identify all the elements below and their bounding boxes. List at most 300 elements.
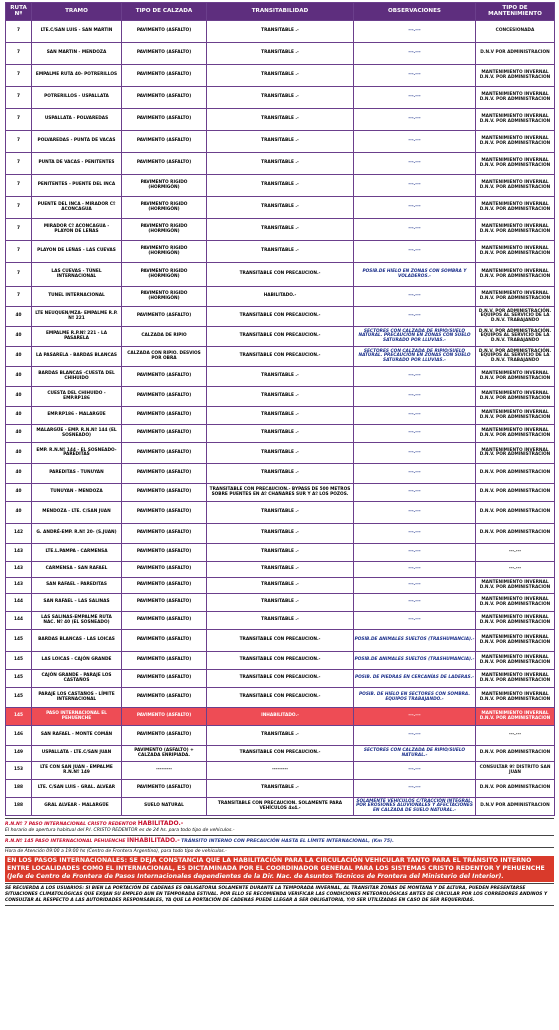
mantenimiento-cell: MANTENIMIENTO INVERNAL D.N.V. POR ADMINISTRACION (476, 578, 555, 594)
tramo-cell: EMPALME R.P.Nº 221 - LA PASARELA (32, 327, 122, 347)
mantenimiento-cell: MANTENIMIENTO INVERNAL D.N.V. POR ADMINISTRACION (476, 109, 555, 131)
calzada-cell: PAVIMENTO (ASFALTO) (122, 562, 207, 578)
table-row (6, 307, 555, 327)
observaciones-cell: POSIB.DE HIELO EN ZONAS CON SOMBRA Y VOLADEROS.- (354, 263, 476, 287)
calzada-cell: PAVIMENTO (ASFALTO) (122, 612, 207, 630)
transitabilidad-cell: HABILITADO.- (207, 287, 354, 307)
ruta-cell: 142 (6, 524, 32, 544)
table-row (6, 670, 555, 688)
transitabilidad-cell: TRANSITABLE CON PRECAUCION.- (207, 307, 354, 327)
transitabilidad-cell: TRANSITABLE CON PRECAUCION.- (207, 652, 354, 670)
observaciones-cell: ---.--- (354, 484, 476, 502)
transitabilidad-cell: TRANSITABLE .- (207, 578, 354, 594)
calzada-cell: PAVIMENTO (ASFALTO) (122, 524, 207, 544)
note-cristo-redentor (5, 820, 554, 828)
transitabilidad-cell: TRANSITABLE .- (207, 544, 354, 562)
observaciones-cell: ---.--- (354, 287, 476, 307)
calzada-cell: PAVIMENTO (ASFALTO) (122, 464, 207, 484)
observaciones-cell: ---.--- (354, 241, 476, 263)
mantenimiento-cell: D.N.V. POR ADMINISTRACION (476, 484, 555, 502)
divider (5, 847, 554, 848)
mantenimiento-cell: MANTENIMIENTO INVERNAL D.N.V. POR ADMINISTRACION (476, 652, 555, 670)
table-row (6, 327, 555, 347)
tramo-cell: LAS LOICAS - CAJÓN GRANDE (32, 652, 122, 670)
header-tramo: TRAMO (32, 3, 122, 21)
observaciones-cell: ---.--- (354, 197, 476, 219)
observaciones-cell: ---.--- (354, 65, 476, 87)
header-observaciones: OBSERVACIONES (354, 3, 476, 21)
ruta-cell: 144 (6, 594, 32, 612)
ruta-cell: 145 (6, 708, 32, 726)
ruta-cell: 7 (6, 131, 32, 153)
table-row (6, 43, 555, 65)
table-row (6, 65, 555, 87)
ruta-cell: 145 (6, 630, 32, 652)
observaciones-cell: ---.--- (354, 780, 476, 798)
ruta-cell: 145 (6, 688, 32, 708)
header-ruta: RUTA Nº (6, 3, 32, 21)
table-row (6, 726, 555, 746)
mantenimiento-cell: D.N.V. POR ADMINISTRACION (476, 780, 555, 798)
transitabilidad-cell: TRANSITABLE .- (207, 387, 354, 407)
table-row (6, 612, 555, 630)
table-row (6, 502, 555, 524)
transitabilidad-cell: TRANSITABLE .- (207, 87, 354, 109)
observaciones-cell: ---.--- (354, 219, 476, 241)
mantenimiento-cell: D.N.V. POR ADMINISTRACION (476, 746, 555, 762)
transitabilidad-cell: TRANSITABLE .- (207, 65, 354, 87)
transitabilidad-cell: TRANSITABLE .- (207, 131, 354, 153)
observaciones-cell: ---.--- (354, 502, 476, 524)
ruta-cell: 40 (6, 307, 32, 327)
calzada-cell: PAVIMENTO (ASFALTO) (122, 708, 207, 726)
table-row (6, 387, 555, 407)
alert-band-sub: (Jefe de Centro de Frontera de Pasos Internacionales dependientes de la Dir. Nac. de Asuntos Técnicos de Frontera del Ministerio del Interior). (7, 873, 504, 881)
mantenimiento-cell: MANTENIMIENTO INVERNAL D.N.V. POR ADMINISTRACION (476, 197, 555, 219)
calzada-cell: PAVIMENTO (ASFALTO) (122, 407, 207, 425)
observaciones-cell: ---.--- (354, 464, 476, 484)
tramo-cell: PLAYON DE LEÑAS - LAS CUEVAS (32, 241, 122, 263)
tramo-cell: POLVAREDAS - PUNTA DE VACAS (32, 131, 122, 153)
table-row (6, 652, 555, 670)
calzada-cell: PAVIMENTO (ASFALTO) (122, 109, 207, 131)
table-row (6, 263, 555, 287)
divider (5, 818, 554, 819)
note-pehuenche-transit: TRÁNSITO INTERNO CON PRECAUCIÓN HASTA EL LÍMITE INTERNACIONAL, (Km 75). (181, 839, 394, 845)
tramo-cell: LAS CUEVAS - TÚNEL INTERNACIONAL (32, 263, 122, 287)
tramo-cell: LTE.C/SAN LUIS - SAN MARTIN (32, 21, 122, 43)
ruta-cell: 40 (6, 425, 32, 443)
report-container (5, 2, 554, 907)
ruta-cell: 7 (6, 153, 32, 175)
observaciones-cell: ---.--- (354, 708, 476, 726)
ruta-cell: 40 (6, 327, 32, 347)
observaciones-cell: ---.--- (354, 544, 476, 562)
note-pehuenche-label: R.N.Nº 145 PASO INTERNACIONAL PEHUENCHE (5, 839, 126, 845)
calzada-cell: --------- (122, 762, 207, 780)
mantenimiento-cell: MANTENIMIENTO INVERNAL D.N.V. POR ADMINISTRACION (476, 65, 555, 87)
tramo-cell: TUNUYAN - MENDOZA (32, 484, 122, 502)
tramo-cell: PUENTE DEL INCA - MIRADOR Cº ACONCAGUA (32, 197, 122, 219)
tramo-cell: MENDOZA - LTE. C/SAN JUAN (32, 502, 122, 524)
mantenimiento-cell: D.N.V. POR ADMINISTRACION (476, 502, 555, 524)
observaciones-cell: ---.--- (354, 87, 476, 109)
calzada-cell: CALZADA CON RIPIO. DESVIOS POR OBRA (122, 347, 207, 367)
tramo-cell: EMP. R.N.Nº 144 - EL SOSNEADO- PAREDITAS (32, 443, 122, 464)
calzada-cell: PAVIMENTO (ASFALTO) (122, 443, 207, 464)
mantenimiento-cell: ---.--- (476, 726, 555, 746)
transitabilidad-cell: TRANSITABLE CON PRECAUCION.- (207, 746, 354, 762)
tramo-cell: POTRERILLOS - USPALLATA (32, 87, 122, 109)
alert-band (5, 856, 554, 883)
header-tipo-mantenimiento: TIPO DE MANTENIMIENTO (476, 3, 555, 21)
table-row (6, 594, 555, 612)
divider (5, 883, 554, 884)
calzada-cell: PAVIMENTO (ASFALTO) (122, 153, 207, 175)
mantenimiento-cell: MANTENIMIENTO INVERNAL D.N.V. POR ADMINISTRACION (476, 263, 555, 287)
observaciones-cell: ---.--- (354, 425, 476, 443)
observaciones-cell: ---.--- (354, 43, 476, 65)
calzada-cell: PAVIMENTO (ASFALTO) (122, 307, 207, 327)
ruta-cell: 40 (6, 407, 32, 425)
transitabilidad-cell: TRANSITABLE .- (207, 726, 354, 746)
transitabilidad-cell: TRANSITABLE CON PRECAUCION.- BYPASS DE 500 METROS SOBRE PUENTES EN Aº CHAÑARES SUR Y Aº LOS POZOS. (207, 484, 354, 502)
ruta-cell: 40 (6, 347, 32, 367)
transitabilidad-cell: TRANSITABLE CON PRECAUCION.- (207, 263, 354, 287)
mantenimiento-cell: CONCESIONADA (476, 21, 555, 43)
table-row (6, 762, 555, 780)
calzada-cell: PAVIMENTO (ASFALTO) (122, 65, 207, 87)
observaciones-cell: POSIB. DE HIELO EN SECTORES CON SOMBRA. EQUIPOS TRABAJANDO.- (354, 688, 476, 708)
observaciones-cell: SECTORES CON CALZADA DE RIPIO/SUELO NATURAL. PRECAUCIÓN EN ZONAS CON SUELO SATURADO POR LLUVIAS.- (354, 347, 476, 367)
transitabilidad-cell: --------- (207, 762, 354, 780)
table-row (6, 241, 555, 263)
mantenimiento-cell: MANTENIMIENTO INVERNAL D.N.V. POR ADMINISTRACION (476, 688, 555, 708)
observaciones-cell: ---.--- (354, 307, 476, 327)
observaciones-cell: POSIB. DE PIEDRAS EN CERCANÍAS DE LADERAS.- (354, 670, 476, 688)
table-body (6, 21, 555, 816)
tramo-cell: SAN MARTIN - MENDOZA (32, 43, 122, 65)
calzada-cell: PAVIMENTO RIGIDO (HORMIGÓN) (122, 197, 207, 219)
calzada-cell: PAVIMENTO (ASFALTO) (122, 594, 207, 612)
table-row (6, 544, 555, 562)
mantenimiento-cell: D.N.V. POR ADMINISTRACIÓN. EQUIPOS AL SERVICIO DE LA D.N.V. TRABAJANDO (476, 327, 555, 347)
ruta-cell: 143 (6, 562, 32, 578)
transitabilidad-cell: TRANSITABLE .- (207, 425, 354, 443)
ruta-cell: 40 (6, 484, 32, 502)
calzada-cell: PAVIMENTO (ASFALTO) (122, 131, 207, 153)
ruta-cell: 40 (6, 502, 32, 524)
transitabilidad-cell: TRANSITABLE .- (207, 367, 354, 387)
calzada-cell: PAVIMENTO (ASFALTO) (122, 87, 207, 109)
mantenimiento-cell: D.N.V. POR ADMINISTRACION (476, 464, 555, 484)
mantenimiento-cell: MANTENIMIENTO INVERNAL D.N.V. POR ADMINISTRACION (476, 367, 555, 387)
observaciones-cell: ---.--- (354, 175, 476, 197)
observaciones-cell: SECTORES CON CALZADA DE RIPIO/SUELO NATURAL. PRECAUCIÓN EN ZONAS CON SUELO SATURADO POR LLUVIAS.- (354, 327, 476, 347)
transitabilidad-cell: TRANSITABLE CON PRECAUCION.- (207, 327, 354, 347)
mantenimiento-cell: D.N.V. POR ADMINISTRACION (476, 524, 555, 544)
ruta-cell: 146 (6, 726, 32, 746)
observaciones-cell: ---.--- (354, 109, 476, 131)
observaciones-cell: POSIB.DE ANIMALES SUELTOS (TRASHUMANCIA).- (354, 630, 476, 652)
divider (5, 835, 554, 836)
observaciones-cell: SOLAMENTE VEHÍCULOS C/TRACCIÓN INTEGRAL. POR EROSIONES ALUVIONALES Y AFECTACIONES EN CALZADA DE SUELO NATURAL.- (354, 798, 476, 816)
transitabilidad-cell: TRANSITABLE .- (207, 464, 354, 484)
observaciones-cell: ---.--- (354, 762, 476, 780)
table-row (6, 688, 555, 708)
calzada-cell: PAVIMENTO (ASFALTO) (122, 387, 207, 407)
calzada-cell: PAVIMENTO (ASFALTO) (122, 630, 207, 652)
table-row (6, 21, 555, 43)
transitabilidad-cell: TRANSITABLE .- (207, 562, 354, 578)
table-row (6, 109, 555, 131)
calzada-cell: PAVIMENTO (ASFALTO) (122, 670, 207, 688)
mantenimiento-cell: MANTENIMIENTO INVERNAL D.N.V. POR ADMINISTRACION (476, 287, 555, 307)
mantenimiento-cell: MANTENIMIENTO INVERNAL D.N.V. POR ADMINISTRACION (476, 131, 555, 153)
table-row (6, 464, 555, 484)
calzada-cell: PAVIMENTO (ASFALTO) (122, 544, 207, 562)
tramo-cell: LTE NEUQUEN/MZA- EMPALME R.P. Nº 221 (32, 307, 122, 327)
observaciones-cell: ---.--- (354, 562, 476, 578)
calzada-cell: PAVIMENTO (ASFALTO) (122, 502, 207, 524)
tramo-cell: BARDAS BLANCAS -CUESTA DEL CHIHUIDO (32, 367, 122, 387)
table-row (6, 425, 555, 443)
ruta-cell: 40 (6, 464, 32, 484)
calzada-cell: PAVIMENTO (ASFALTO) (122, 688, 207, 708)
table-row (6, 153, 555, 175)
calzada-cell: PAVIMENTO (ASFALTO) (122, 578, 207, 594)
ruta-cell: 143 (6, 578, 32, 594)
ruta-cell: 7 (6, 175, 32, 197)
calzada-cell: PAVIMENTO (ASFALTO) (122, 21, 207, 43)
table-row (6, 524, 555, 544)
transitabilidad-cell: TRANSITABLE .- (207, 197, 354, 219)
mantenimiento-cell: MANTENIMIENTO INVERNAL D.N.V. POR ADMINISTRACION (476, 153, 555, 175)
tramo-cell: PASO INTERNACIONAL EL PEHUENCHE (32, 708, 122, 726)
ruta-cell: 40 (6, 367, 32, 387)
mantenimiento-cell: MANTENIMIENTO INVERNAL D.N.V. POR ADMINISTRACION (476, 630, 555, 652)
tramo-cell: CAJÓN GRANDE - PARAJE LOS CASTAÑOS (32, 670, 122, 688)
observaciones-cell: SECTORES CON CALZADA DE RIPIO/SUELO NATURAL.- (354, 746, 476, 762)
chains-reminder: SE RECUERDA A LOS USUARIOS: SI BIEN LA PORTACIÓN DE CADENAS ES OBLIGATORIA SOLAMENTE DURANTE LA TEMPORADA INVERNAL, AL TRANSITAR ZONAS DE MONTAÑA Y DE ALTURA, PUEDEN PRESENTARSE SITUACIONES CLIMATOLÓGICAS QUE EXIJAN SU EMPLEO AUN EN TEMPORADA ESTIVAL. POR ELLO SE RECOMIENDA VERIFICAR LAS CONDICIONES METEOROLÓGICAS ANTES DE CIRCULAR POR LOS CORREDORES ANDINOS Y CONSULTAR AL RESPECTO A LAS AUTORIDADES RESPONSABLES, YA QUE LA PORTACIÓN DE CADENAS PUEDE LLEGAR A SER OBLIGATORIA, Y/O SER UTILIZADAS EN CASO DE SER REQUERIDAS. (5, 886, 548, 903)
tramo-cell: PARAJE LOS CASTAÑOS - LÍMITE INTERNACIONAL (32, 688, 122, 708)
table-row (6, 131, 555, 153)
ruta-cell: 143 (6, 544, 32, 562)
note-cristo-status: HABILITADO.- (137, 820, 184, 827)
observaciones-cell: ---.--- (354, 594, 476, 612)
transitabilidad-cell: TRANSITABLE .- (207, 502, 354, 524)
notes-section (5, 818, 554, 906)
mantenimiento-cell: MANTENIMIENTO INVERNAL D.N.V. POR ADMINISTRACION (476, 87, 555, 109)
ruta-cell: 145 (6, 652, 32, 670)
transitabilidad-cell: TRANSITABLE .- (207, 407, 354, 425)
transitabilidad-cell: TRANSITABLE .- (207, 443, 354, 464)
table-row (6, 87, 555, 109)
mantenimiento-cell: ---.--- (476, 562, 555, 578)
transitabilidad-cell: INHABILITADO.- (207, 708, 354, 726)
calzada-cell: PAVIMENTO RIGIDO (HORMIGÓN) (122, 287, 207, 307)
tramo-cell: CUESTA DEL CHIHUIDO - EMP.RP186 (32, 387, 122, 407)
mantenimiento-cell: MANTENIMIENTO INVERNAL D.N.V. POR ADMINISTRACION (476, 387, 555, 407)
ruta-cell: 7 (6, 263, 32, 287)
ruta-cell: 149 (6, 746, 32, 762)
tramo-cell: MIRADOR Cº ACONCAGUA - PLAYON DE LEÑAS (32, 219, 122, 241)
mantenimiento-cell: D.N.V. POR ADMINISTRACIÓN. EQUIPOS AL SERVICIO DE LA D.N.V. TRABAJANDO (476, 347, 555, 367)
mantenimiento-cell: MANTENIMIENTO INVERNAL D.N.V. POR ADMINISTRACION (476, 708, 555, 726)
observaciones-cell: ---.--- (354, 578, 476, 594)
calzada-cell: PAVIMENTO (ASFALTO) (122, 43, 207, 65)
mantenimiento-cell: MANTENIMIENTO INVERNAL D.N.V. POR ADMINISTRACION (476, 425, 555, 443)
ruta-cell: 7 (6, 197, 32, 219)
observaciones-cell: ---.--- (354, 153, 476, 175)
calzada-cell: PAVIMENTO (ASFALTO) (122, 367, 207, 387)
transitabilidad-cell: TRANSITABLE .- (207, 241, 354, 263)
table-header (6, 3, 555, 21)
tramo-cell: SAN RAFAEL - PAREDITAS (32, 578, 122, 594)
table-row (6, 219, 555, 241)
observaciones-cell: ---.--- (354, 387, 476, 407)
calzada-cell: PAVIMENTO RIGIDO (HORMIGÓN) (122, 263, 207, 287)
transitabilidad-cell: TRANSITABLE CON PRECAUCION.- (207, 630, 354, 652)
tramo-cell: USPALLATA - LTE.C/SAN JUAN (32, 746, 122, 762)
tramo-cell: SAN RAFAEL – LAS SALINAS (32, 594, 122, 612)
header-transitabilidad: TRANSITABILIDAD (207, 3, 354, 21)
table-row (6, 746, 555, 762)
table-row (6, 197, 555, 219)
calzada-cell: PAVIMENTO (ASFALTO) (122, 726, 207, 746)
table-row (6, 780, 555, 798)
table-row (6, 175, 555, 197)
observaciones-cell: ---.--- (354, 131, 476, 153)
tramo-cell: EMP.RP186 - MALARGÜE (32, 407, 122, 425)
tramo-cell: SAN RAFAEL - MONTE COMÁN (32, 726, 122, 746)
ruta-cell: 7 (6, 109, 32, 131)
tramo-cell: PUNTA DE VACAS - PENITENTES (32, 153, 122, 175)
calzada-cell: PAVIMENTO (ASFALTO) + CALZADA ENRIPIADA. (122, 746, 207, 762)
mantenimiento-cell: D.N.V POR ADMINISTRACION (476, 798, 555, 816)
transitabilidad-cell: TRANSITABLE CON PRECAUCION.- (207, 347, 354, 367)
tramo-cell: CARMENSA – SAN RAFAEL (32, 562, 122, 578)
mantenimiento-cell: MANTENIMIENTO INVERNAL D.N.V. POR ADMINISTRACION (476, 670, 555, 688)
calzada-cell: PAVIMENTO RIGIDO (HORMIGÓN) (122, 241, 207, 263)
calzada-cell: PAVIMENTO (ASFALTO) (122, 484, 207, 502)
observaciones-cell: ---.--- (354, 21, 476, 43)
table-row (6, 287, 555, 307)
calzada-cell: PAVIMENTO (ASFALTO) (122, 652, 207, 670)
mantenimiento-cell: CONSULTAR 9º DISTRITO SAN JUAN (476, 762, 555, 780)
tramo-cell: BARDAS BLANCAS - LAS LOICAS (32, 630, 122, 652)
mantenimiento-cell: MANTENIMIENTO INVERNAL D.N.V. POR ADMINISTRACION (476, 612, 555, 630)
table-row (6, 578, 555, 594)
table-row (6, 630, 555, 652)
calzada-cell: PAVIMENTO RIGIDO (HORMIGÓN) (122, 219, 207, 241)
table-row (6, 367, 555, 387)
mantenimiento-cell: D.N.V POR ADMINISTRACION (476, 43, 555, 65)
ruta-cell: 188 (6, 780, 32, 798)
table-row-highlighted (6, 708, 555, 726)
transitabilidad-cell: TRANSITABLE .- (207, 175, 354, 197)
observaciones-cell: ---.--- (354, 726, 476, 746)
mantenimiento-cell: D.N.V. POR ADMINISTRACIÓN. EQUIPOS AL SERVICIO DE LA D.N.V. TRABAJANDO (476, 307, 555, 327)
observaciones-cell: ---.--- (354, 612, 476, 630)
transitabilidad-cell: TRANSITABLE CON PRECAUCION. SOLAMENTE PARA VEHÍCULOS 4x4.- (207, 798, 354, 816)
divider (5, 905, 554, 906)
table-row (6, 407, 555, 425)
transitabilidad-cell: TRANSITABLE .- (207, 612, 354, 630)
note-pehuenche-detail: Hora de Atención 09:00 a 19:00 hs (Centro de Frontera Argentino), para todo tipo de vehículos.- (5, 848, 227, 854)
ruta-cell: 7 (6, 287, 32, 307)
mantenimiento-cell: MANTENIMIENTO INVERNAL D.N.V. POR ADMINISTRACION (476, 594, 555, 612)
tramo-cell: LTE CON SAN JUAN - EMPALME R.N.Nº 149 (32, 762, 122, 780)
observaciones-cell: ---.--- (354, 367, 476, 387)
ruta-cell: 7 (6, 21, 32, 43)
transitabilidad-cell: TRANSITABLE .- (207, 780, 354, 798)
table-row (6, 347, 555, 367)
transitabilidad-cell: TRANSITABLE .- (207, 524, 354, 544)
ruta-cell: 7 (6, 43, 32, 65)
mantenimiento-cell: MANTENIMIENTO INVERNAL D.N.V. POR ADMINISTRACION (476, 219, 555, 241)
note-pehuenche-status: INHABILITADO.- (126, 837, 180, 845)
note-cristo-label: R.N.Nº 7 PASO INTERNACIONAL CRISTO REDENTOR (5, 822, 137, 827)
transitabilidad-cell: TRANSITABLE CON PRECAUCION.- (207, 670, 354, 688)
ruta-cell: 7 (6, 65, 32, 87)
tramo-cell: EMPALME RUTA 40- POTRERILLOS (32, 65, 122, 87)
note-pehuenche (5, 837, 554, 845)
table-row (6, 798, 555, 816)
tramo-cell: MALARGÜE - EMP. R.N.Nº 144 (EL SOSNEADO) (32, 425, 122, 443)
transitabilidad-cell: TRANSITABLE .- (207, 43, 354, 65)
mantenimiento-cell: MANTENIMIENTO INVERNAL D.N.V. POR ADMINISTRACION (476, 443, 555, 464)
tramo-cell: LAS SALINAS-EMPALME RUTA NAC. Nº 40 (EL SOSNEADO) (32, 612, 122, 630)
tramo-cell: PENITENTES - PUENTE DEL INCA (32, 175, 122, 197)
table-row (6, 562, 555, 578)
ruta-cell: 188 (6, 798, 32, 816)
transitabilidad-cell: TRANSITABLE .- (207, 153, 354, 175)
ruta-cell: 144 (6, 612, 32, 630)
ruta-cell: 145 (6, 670, 32, 688)
mantenimiento-cell: ---.--- (476, 544, 555, 562)
tramo-cell: G. ANDRÉ-EMP. R.Nº 20- (S.JUAN) (32, 524, 122, 544)
tramo-cell: LTE. C/SAN LUIS - GRAL. ALVEAR (32, 780, 122, 798)
header-tipo-calzada: TIPO DE CALZADA (122, 3, 207, 21)
alert-band-main: EN LOS PASOS INTERNACIONALES: SE DEJA CONSTANCIA QUE LA HABILITACIÓN PARA LA CIRCULACIÓN VEHICULAR TANTO PARA EL TRÁNSITO INTERNO ENTRE LOCALIDADES COMO EL INTERNACIONAL, ES DICTAMINADA POR EL COORDINADOR GENERAL PARA LOS SISTEMAS CRISTO REDENTOR Y PEHUENCHE (7, 856, 545, 872)
observaciones-cell: ---.--- (354, 407, 476, 425)
ruta-cell: 7 (6, 87, 32, 109)
transitabilidad-cell: TRANSITABLE .- (207, 109, 354, 131)
mantenimiento-cell: MANTENIMIENTO INVERNAL D.N.V. POR ADMINISTRACION (476, 175, 555, 197)
tramo-cell: PAREDITAS - TUNUYAN (32, 464, 122, 484)
mantenimiento-cell: MANTENIMIENTO INVERNAL D.N.V. POR ADMINISTRACION (476, 241, 555, 263)
table-row (6, 443, 555, 464)
calzada-cell: PAVIMENTO RIGIDO (HORMIGÓN) (122, 175, 207, 197)
ruta-cell: 40 (6, 387, 32, 407)
observaciones-cell: POSIB.DE ANIMALES SUELTOS (TRASHUMANCIA).- (354, 652, 476, 670)
calzada-cell: SUELO NATURAL (122, 798, 207, 816)
observaciones-cell: ---.--- (354, 524, 476, 544)
tramo-cell: USPALLATA - POLVAREDAS (32, 109, 122, 131)
transitabilidad-cell: TRANSITABLE CON PRECAUCION.- (207, 688, 354, 708)
ruta-cell: 153 (6, 762, 32, 780)
tramo-cell: GRAL ALVEAR - MALARGÜE (32, 798, 122, 816)
road-status-table (5, 2, 555, 816)
tramo-cell: TUNEL INTERNACIONAL (32, 287, 122, 307)
mantenimiento-cell: MANTENIMIENTO INVERNAL D.N.V. POR ADMINISTRACION (476, 407, 555, 425)
ruta-cell: 7 (6, 241, 32, 263)
note-cristo-detail: El horario de apertura habitual del P.I. CRISTO REDENTOR es de 24 hs. para todo tipo de vehículos.- (5, 828, 235, 834)
table-row (6, 484, 555, 502)
calzada-cell: CALZADA DE RIPIO (122, 327, 207, 347)
observaciones-cell: ---.--- (354, 443, 476, 464)
